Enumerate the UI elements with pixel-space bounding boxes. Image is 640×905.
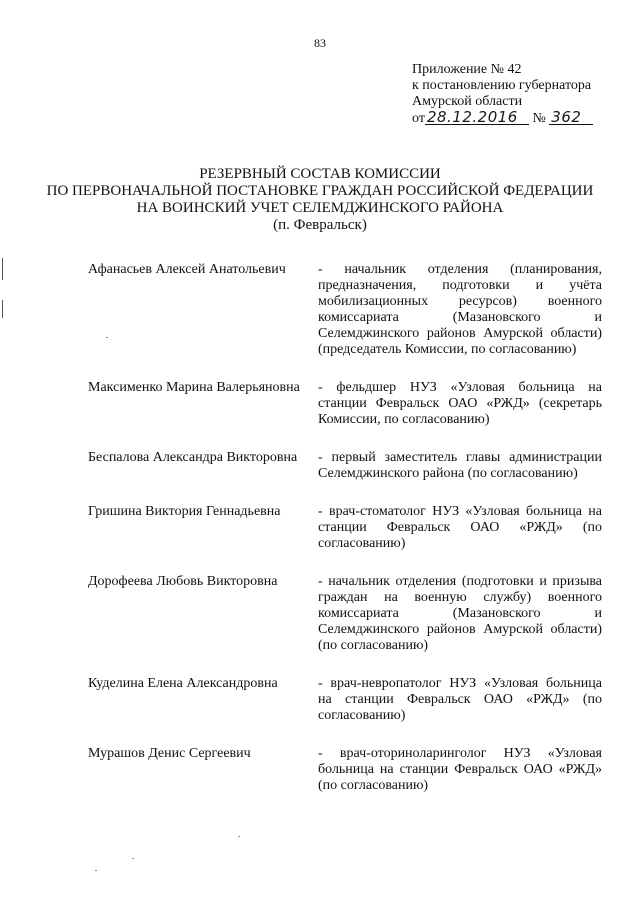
member-row xyxy=(88,262,602,358)
member-row xyxy=(88,574,602,654)
member-row xyxy=(88,746,602,794)
document-title xyxy=(0,166,640,234)
member-role: - врач-оториноларинголог НУЗ «Узловая больница на станции Февральск ОАО «РЖД» (по согласованию) xyxy=(318,746,602,793)
member-role: - врач-невропатолог НУЗ «Узловая больница на станции Февральск ОАО «РЖД» (по согласованию) xyxy=(318,676,602,723)
title-line-3: НА ВОИНСКИЙ УЧЕТ СЕЛЕМДЖИНСКОГО РАЙОНА xyxy=(136,200,504,216)
members-list xyxy=(88,262,602,794)
member-name: Максименко Марина Валерьяновна xyxy=(88,380,300,395)
handwritten-number: 362 xyxy=(549,110,593,125)
title-line-2: ПО ПЕРВОНАЧАЛЬНОЙ ПОСТАНОВКЕ ГРАЖДАН РОССИЙСКОЙ ФЕДЕРАЦИИ xyxy=(46,183,594,199)
member-role: - начальник отделения (подготовки и призыва граждан на военную службу) военного комиссариата (Мазановского и Селемджинского районов Амурской области) (по согласованию) xyxy=(318,574,602,653)
scan-speck xyxy=(132,858,134,859)
member-row xyxy=(88,380,602,428)
member-row xyxy=(88,676,602,724)
member-name: Афанасьев Алексей Анатольевич xyxy=(88,262,286,277)
scan-speck xyxy=(238,836,240,837)
member-row xyxy=(88,450,602,482)
title-location: (п. Февральск) xyxy=(273,217,367,233)
number-label: № xyxy=(532,111,546,126)
scan-margin-mark xyxy=(2,258,3,280)
appendix-region: Амурской области xyxy=(412,94,523,109)
appendix-resolution: к постановлению губернатора xyxy=(412,78,592,93)
member-role: - начальник отделения (планирования, предназначения, подготовки и учёта мобилизационных ресурсов) военного комиссариата (Мазановского и Селемджинского районов Амурской области) (председатель Комиссии, по согласованию) xyxy=(318,262,602,357)
member-name: Беспалова Александра Викторовна xyxy=(88,450,298,465)
member-name: Мурашов Денис Сергеевич xyxy=(88,746,251,761)
member-role: - врач-стоматолог НУЗ «Узловая больница на станции Февральск ОАО «РЖД» (по согласованию) xyxy=(318,504,602,551)
from-label: от xyxy=(412,111,425,126)
member-row xyxy=(88,504,602,552)
title-line-1: РЕЗЕРВНЫЙ СОСТАВ КОМИССИИ xyxy=(199,166,441,182)
member-name: Куделина Елена Александровна xyxy=(88,676,278,691)
scan-speck xyxy=(95,870,97,871)
scan-speck xyxy=(106,337,108,338)
appendix-title: Приложение № 42 xyxy=(412,62,522,77)
page-number: 83 xyxy=(314,36,326,50)
appendix-block xyxy=(412,62,593,127)
member-name: Дорофеева Любовь Викторовна xyxy=(88,574,278,589)
appendix-date-line xyxy=(412,110,593,127)
member-role: - фельдшер НУЗ «Узловая больница на станции Февральск ОАО «РЖД» (секретарь Комиссии, по согласованию) xyxy=(318,380,602,427)
member-role: - первый заместитель главы администрации Селемджинского района (по согласованию) xyxy=(318,450,602,481)
member-name: Гришина Виктория Геннадьевна xyxy=(88,504,281,519)
scan-margin-mark xyxy=(2,300,3,318)
handwritten-date: 28.12.2016 xyxy=(425,110,529,125)
